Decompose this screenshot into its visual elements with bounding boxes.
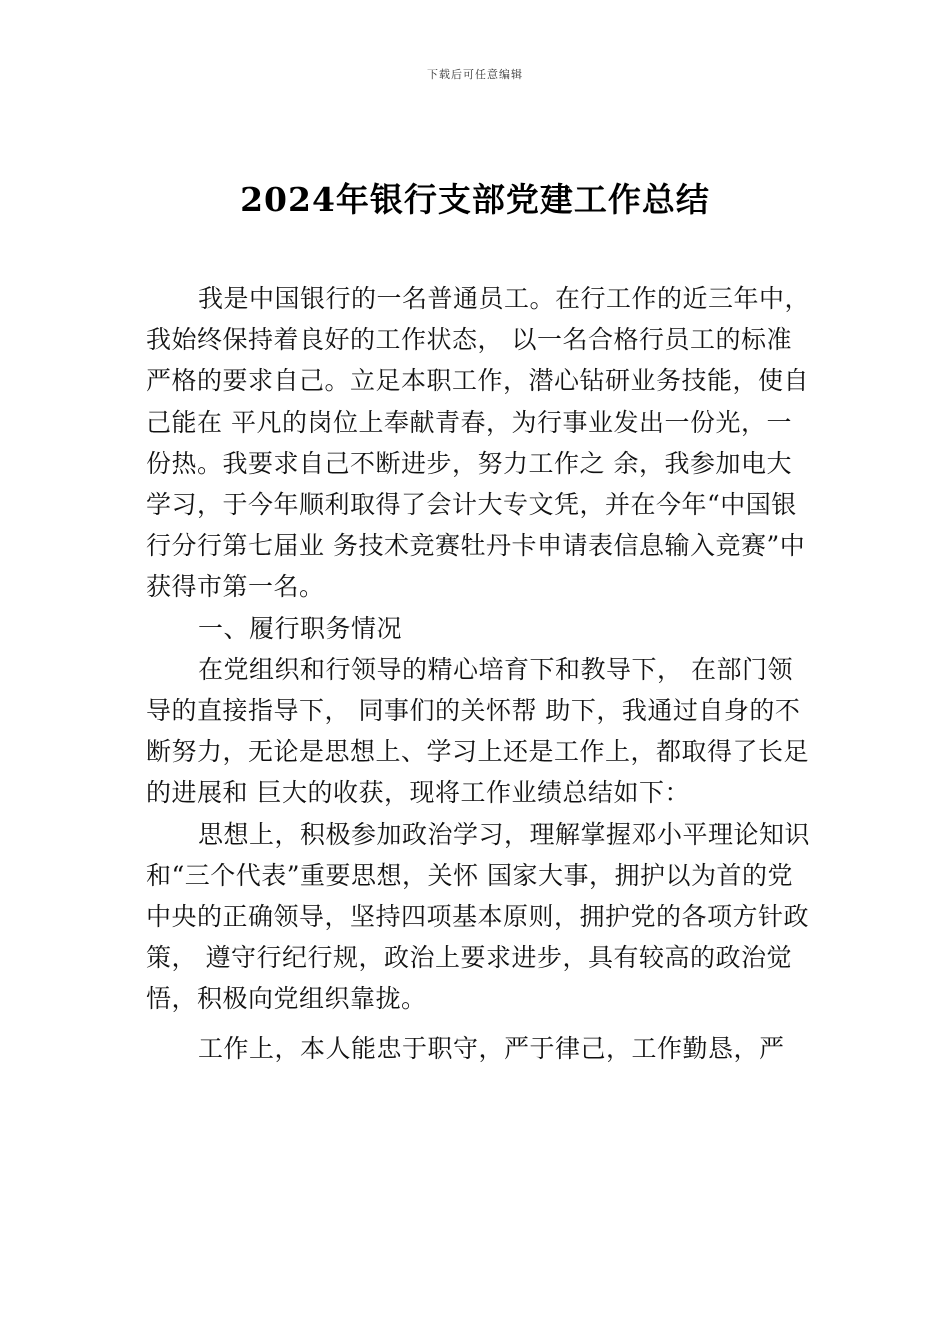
document-title: 2024年银行支部党建工作总结 — [240, 180, 710, 219]
paragraph-ideology: 思想上，积极参加政治学习，理解掌握邓小平理论知识和“三个代表”重要思想，关怀 国家大事，拥护以为首的党中央的正确领导，坚持四项基本原则，拥护党的各项方针政策， 遵守行纪行规，政治上要求进步，具有较高的政治觉悟，积极向党组织靠拢。 — [146, 819, 811, 1014]
paragraph-work: 工作上，本人能忠于职守，严于律己，工作勤恳，严 — [198, 1033, 785, 1063]
document-body — [146, 278, 811, 1069]
section-heading-duties: 一、履行职务情况 — [198, 613, 403, 643]
header-note: 下载后可任意编辑 — [427, 68, 523, 81]
paragraph-intro: 我是中国银行的一名普通员工。在行工作的近三年中，我始终保持着良好的工作状态， 以一名合格行员工的标准严格的要求自己。立足本职工作，潜心钻研业务技能，使自己能在 平凡的岗位上奉献青春，为行事业发出一份光，一份热。我要求自己不断进步，努力工作之 余，我参加电大学习，于今年顺利取得了会计大专文凭，并在今年“中国银行分行第七届业 务技术竞赛牡丹卡申请表信息输入竞赛”中获得市第一名。 — [146, 284, 811, 602]
paragraph-duties: 在党组织和行领导的精心培育下和教导下， 在部门领导的直接指导下， 同事们的关怀帮 助下，我通过自身的不断努力，无论是思想上、学习上还是工作上，都取得了长足的进展和 巨大的收获，现将工作业绩总结如下： — [146, 654, 810, 808]
